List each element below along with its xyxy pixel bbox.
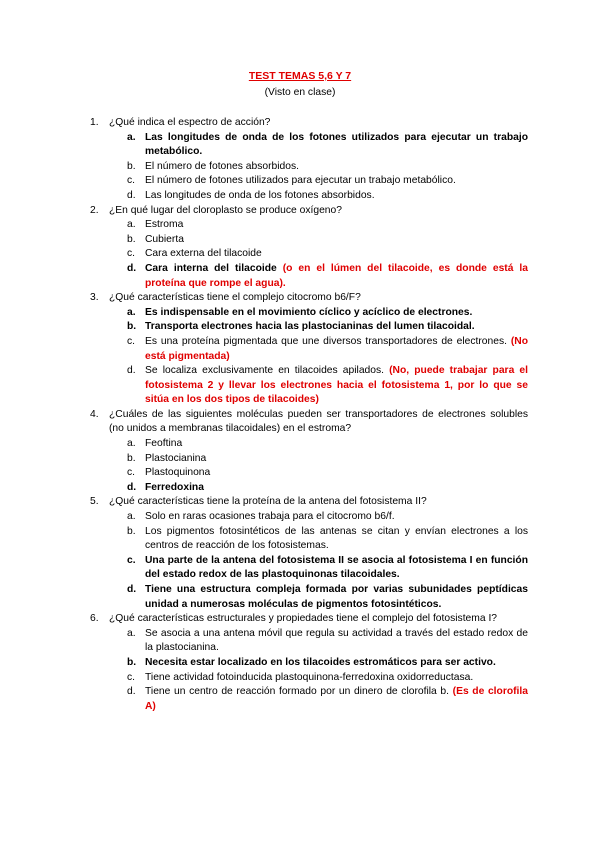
option-letter: b. [127, 233, 136, 245]
option-letter: c. [127, 467, 136, 479]
question-3 [0, 291, 600, 306]
option-text: Necesita estar localizado en los tilacoides estromáticos para ser activo. [145, 656, 496, 668]
option-text: Una parte de la antena del fotosistema II se asocia al fotosistema I en función del estado redox de las plastoquinonas tilacoidales. [145, 554, 528, 581]
option-text: Tiene un centro de reacción formado por un dinero de clorofila b. [145, 686, 449, 698]
question-list [0, 116, 600, 714]
option-1-b [0, 160, 600, 175]
option-letter: a. [127, 131, 136, 143]
option-note: (No, puede trabajar para el fotosistema 2 y llevar los electrones hacia el fotosistema 1, por lo que se sitúa en los dos tipos de tilacoides) [145, 365, 528, 406]
option-text: El número de fotones absorbidos. [145, 160, 299, 172]
option-note: (o en el lúmen del tilacoide, es donde está la proteína que rompe el agua). [145, 262, 528, 289]
option-text: Cubierta [145, 233, 184, 245]
question-4 [0, 408, 600, 437]
question-number: 6. [90, 613, 99, 625]
question-text: ¿Qué características estructurales y propiedades tiene el complejo del fotosistema I? [109, 613, 498, 625]
question-number: 5. [90, 496, 99, 508]
option-letter: a. [127, 219, 136, 231]
option-2-a [0, 218, 600, 233]
question-number: 4. [90, 408, 99, 420]
option-text: Plastoquinona [145, 467, 211, 479]
question-6 [0, 612, 600, 627]
option-5-d [0, 583, 600, 612]
question-number: 1. [90, 117, 99, 128]
option-letter: d. [127, 262, 137, 274]
option-letter: b. [127, 452, 136, 464]
option-text: Es una proteína pigmentada que une diversos transportadores de electrones. [145, 335, 507, 347]
option-2-b [0, 233, 600, 248]
page-subtitle: (Visto en clase) [264, 87, 336, 98]
option-3-a [0, 306, 600, 321]
question-number: 2. [90, 204, 99, 216]
option-text: El número de fotones utilizados para ejecutar un trabajo metabólico. [145, 175, 456, 187]
option-note: (Es de clorofila A) [145, 686, 528, 712]
option-letter: c. [127, 335, 136, 347]
option-text: Estroma [145, 219, 184, 231]
option-text: Las longitudes de onda de los fotones absorbidos. [145, 189, 375, 201]
option-text: Plastocianina [145, 452, 207, 464]
option-4-b [0, 452, 600, 467]
question-text: ¿Qué características tiene el complejo citocromo b6/F? [109, 292, 361, 304]
option-6-b [0, 656, 600, 671]
question-text: ¿Qué características tiene la proteína de la antena del fotosistema II? [109, 496, 427, 508]
option-letter: c. [127, 671, 136, 683]
option-text: Se asocia a una antena móvil que regula su actividad a través del estado redox de la plastocianina. [145, 627, 528, 654]
option-letter: d. [127, 481, 137, 493]
option-text: Es indispensable en el movimiento cíclico y acíclico de electrones. [145, 306, 473, 318]
option-text: Los pigmentos fotosintéticos de las antenas se citan y envían electrones a los centros de reacción de los fotosistemas. [145, 525, 528, 552]
option-3-d [0, 364, 600, 408]
option-letter: a. [127, 511, 136, 523]
option-5-a [0, 510, 600, 525]
option-letter: d. [127, 189, 136, 201]
option-letter: b. [127, 160, 136, 172]
option-letter: a. [127, 438, 136, 450]
option-text: Las longitudes de onda de los fotones utilizados para ejecutar un trabajo metabólico. [145, 131, 528, 158]
option-1-c [0, 174, 600, 189]
question-text: ¿Qué indica el espectro de acción? [109, 117, 271, 128]
question-text: ¿Cuáles de las siguientes moléculas pueden ser transportadores de electrones solubles (no unidos a membranas tilacoidales) en el estroma? [109, 408, 528, 435]
option-letter: c. [127, 554, 136, 566]
option-letter: d. [127, 686, 136, 698]
option-text: Solo en raras ocasiones trabaja para el citocromo b6/f. [145, 511, 395, 523]
question-1 [0, 116, 600, 131]
option-6-d [0, 685, 600, 714]
option-3-c [0, 335, 600, 364]
option-4-c [0, 466, 600, 481]
option-letter: a. [127, 306, 136, 318]
option-text: Tiene actividad fotoinducida plastoquinona-ferredoxina oxidorreductasa. [145, 671, 474, 683]
option-1-d [0, 189, 600, 204]
option-2-c [0, 247, 600, 262]
option-6-c [0, 671, 600, 686]
option-letter: b. [127, 321, 137, 333]
page-title: TEST TEMAS 5,6 Y 7 [248, 70, 352, 82]
option-6-a [0, 627, 600, 656]
option-4-d [0, 481, 600, 496]
option-1-a [0, 131, 600, 160]
option-4-a [0, 437, 600, 452]
option-5-b [0, 525, 600, 554]
question-5 [0, 495, 600, 510]
option-letter: d. [127, 584, 137, 595]
option-letter: d. [127, 365, 136, 377]
option-letter: a. [127, 627, 136, 639]
option-text: Feoftina [145, 438, 183, 450]
option-text: Ferredoxina [145, 481, 204, 493]
option-3-b [0, 320, 600, 335]
option-note: (No está pigmentada) [145, 335, 528, 362]
question-text: ¿En qué lugar del cloroplasto se produce oxígeno? [109, 204, 342, 216]
option-text: Cara interna del tilacoide [145, 262, 277, 274]
option-text: Tiene una estructura compleja formada por varias subunidades peptídicas unidad a numerosas moléculas de pigmentos fotosintéticos. [145, 584, 528, 610]
question-number: 3. [90, 292, 99, 304]
option-text: Se localiza exclusivamente en tilacoides apilados. [145, 365, 385, 377]
option-letter: b. [127, 525, 136, 537]
option-text: Transporta electrones hacia las plastocianinas del lumen tilacoidal. [145, 321, 475, 333]
option-letter: c. [127, 175, 136, 187]
option-5-c [0, 554, 600, 583]
option-letter: c. [127, 248, 136, 260]
question-2 [0, 204, 600, 219]
option-2-d [0, 262, 600, 291]
option-letter: b. [127, 656, 137, 668]
option-text: Cara externa del tilacoide [145, 248, 262, 260]
